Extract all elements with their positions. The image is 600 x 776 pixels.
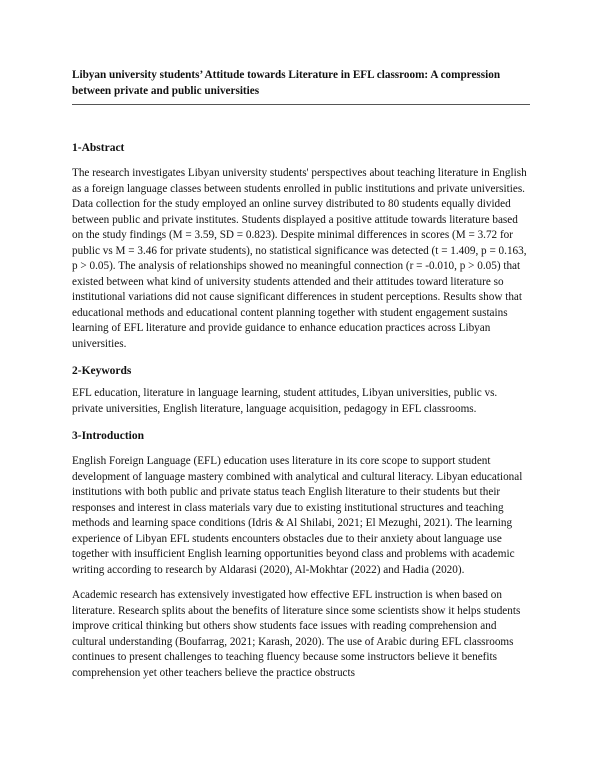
keywords-heading: 2-Keywords: [72, 365, 132, 377]
introduction-heading: 3-Introduction: [72, 430, 144, 442]
introduction-paragraph-2: Academic research has extensively investigated how effective EFL instruction is when based on literature. Research splits about the benefits of literature since some scientists show it helps students improve critical thinking but others show students face issues with reading comprehension and cultural understanding (Boufarrag, 2021; Karash, 2020). The use of Arabic during EFL classrooms continues to present challenges to teaching fluency because some instructors believe it benefits comprehension yet other teachers believe the practice obstructs: [72, 589, 521, 679]
paper-title: Libyan university students’ Attitude towards Literature in EFL classroom: A compression between private and public universities: [72, 68, 530, 105]
keywords-paragraph: EFL education, literature in language learning, student attitudes, Libyan universities, public vs. private universities, English literature, language acquisition, pedagogy in EFL classrooms.: [72, 387, 498, 415]
document-page: [72, 68, 530, 681]
abstract-heading: 1-Abstract: [72, 142, 125, 154]
introduction-paragraph-1: English Foreign Language (EFL) education uses literature in its core scope to support student development of language mastery combined with analytical and cultural literacy. Libyan educational institutions with both public and private status teach English literature to their students but their responses and interest in class materials vary due to existing institutional structures and teaching methods and learning space conditions (Idris & Al Shilabi, 2021; El Mezughi, 2021). The learning experience of Libyan EFL students encounters obstacles due to their anxiety about language use together with insufficient English learning opportunities beyond class and problems with academic writing according to research by Aldarasi (2020), Al-Mokhtar (2022) and Hadia (2020).: [72, 455, 523, 576]
abstract-paragraph: The research investigates Libyan university students' perspectives about teaching literature in English as a foreign language classes between students enrolled in public institutions and private universities. Data collection for the study employed an online survey distributed to 80 students equally divided between public and private institutes. Students displayed a positive attitude towards literature based on the study findings (M = 3.59, SD = 0.823). Despite minimal differences in scores (M = 3.72 for public vs M = 3.46 for private students), no statistical significance was detected (t = 1.409, p = 0.163, p > 0.05). The analysis of relationships showed no meaningful connection (r = -0.010, p > 0.05) that existed between what kind of university students attended and their attitudes toward literature so institutional variations did not cause significant differences in student perceptions. Results show that educational methods and educational content planning together with student engagement sustains learning of EFL literature and provide guidance to enhance education practices across Libyan universities.: [72, 167, 527, 350]
